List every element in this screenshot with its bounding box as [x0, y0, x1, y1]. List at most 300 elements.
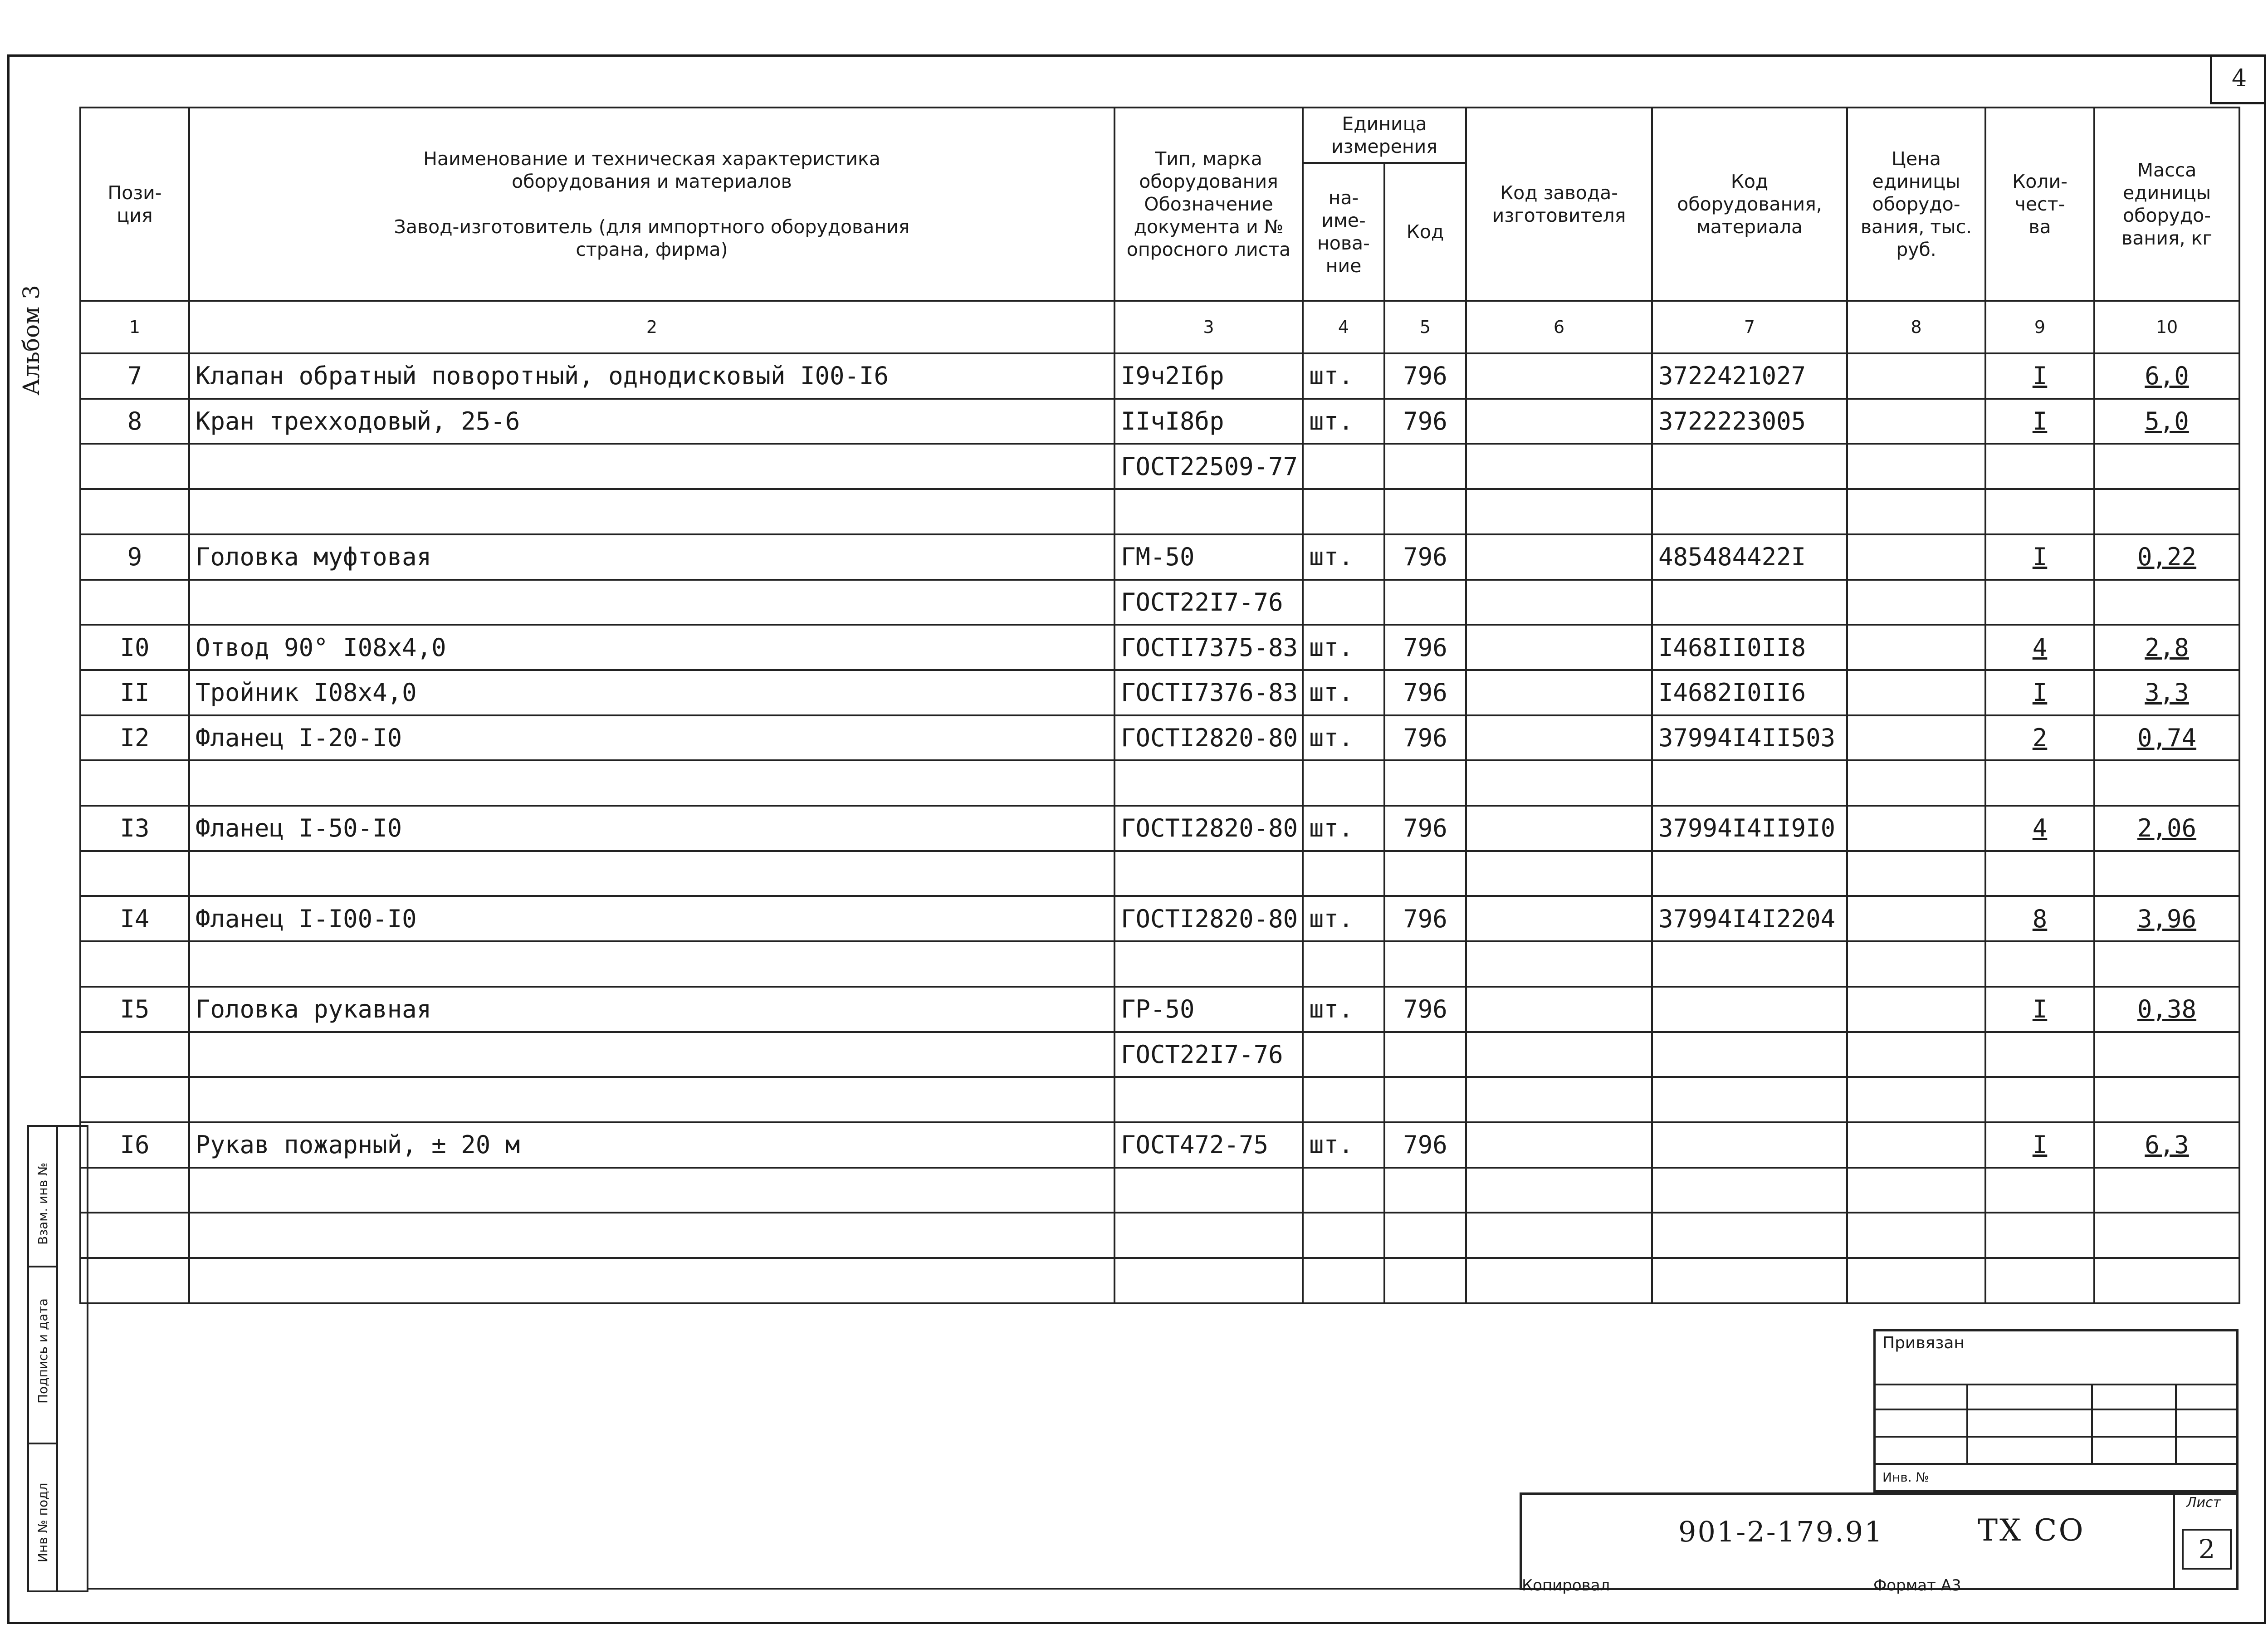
cell-unit-code: 796	[1384, 625, 1466, 670]
header-type: Тип, марка оборудования Обозначение документа и № опросного листа	[1114, 108, 1303, 301]
cell-mass-value: 0,74	[2137, 723, 2197, 752]
cell-unit	[1303, 941, 1384, 987]
cell-equipment-code: I468II0II8	[1652, 625, 1847, 670]
cell-name: Головка муфтовая	[189, 534, 1114, 580]
cell-type	[1114, 1077, 1303, 1122]
cell-quantity	[1985, 580, 2094, 625]
cell-type	[1114, 851, 1303, 896]
cell-price	[1847, 806, 1985, 851]
cell-price	[1847, 580, 1985, 625]
cell-quantity-value: 4	[2032, 814, 2048, 843]
cell-mass	[2094, 625, 2239, 670]
cell-unit-code	[1384, 760, 1466, 806]
cell-maker-code	[1466, 489, 1652, 534]
header-mass: Масса единицы оборудо-вания, кг	[2094, 108, 2239, 301]
cell-quantity-value: 8	[2032, 904, 2048, 933]
cell-maker-code	[1466, 1213, 1652, 1258]
cell-equipment-code: 3722421027	[1652, 353, 1847, 399]
table-row	[80, 760, 2239, 806]
cell-quantity	[1985, 1122, 2094, 1168]
sheet-number: 2	[2182, 1529, 2232, 1570]
cell-unit: шт.	[1303, 625, 1384, 670]
strip-label-replace: Взам. инв №	[35, 1162, 50, 1245]
cell-position: I3	[80, 806, 189, 851]
cell-maker-code	[1466, 534, 1652, 580]
col-number: 3	[1114, 301, 1303, 353]
cell-unit-code: 796	[1384, 1122, 1466, 1168]
cell-type: ГР-50	[1114, 987, 1303, 1032]
cell-equipment-code: 37994I4II503	[1652, 715, 1847, 761]
cell-mass	[2094, 534, 2239, 580]
cell-price	[1847, 1032, 1985, 1077]
cell-equipment-code: 485484422I	[1652, 534, 1847, 580]
cell-quantity-value: 4	[2032, 633, 2048, 662]
cell-price	[1847, 941, 1985, 987]
cell-name	[189, 444, 1114, 489]
cell-maker-code	[1466, 806, 1652, 851]
cell-unit-code: 796	[1384, 987, 1466, 1032]
privyazan-line	[1873, 1409, 2239, 1410]
cell-type: ГОСТI2820-80	[1114, 806, 1303, 851]
cell-equipment-code: 3722223005	[1652, 399, 1847, 444]
cell-unit-code: 796	[1384, 353, 1466, 399]
table-row	[80, 444, 2239, 489]
cell-type	[1114, 1213, 1303, 1258]
cell-maker-code	[1466, 896, 1652, 941]
cell-position: I2	[80, 715, 189, 761]
table-row	[80, 353, 2239, 399]
cell-name	[189, 1258, 1114, 1303]
cell-mass-value: 5,0	[2145, 407, 2189, 436]
cell-name: Клапан обратный поворотный, однодисковый I00-I6	[189, 353, 1114, 399]
privyazan-divider	[2091, 1384, 2093, 1463]
cell-name	[189, 489, 1114, 534]
col-number: 5	[1384, 301, 1466, 353]
specification-table	[79, 107, 2240, 1304]
privyazan-block	[1873, 1329, 2239, 1492]
cell-price	[1847, 353, 1985, 399]
cell-name	[189, 1213, 1114, 1258]
cell-name	[189, 760, 1114, 806]
cell-mass-value: 6,0	[2145, 362, 2189, 391]
col-number: 6	[1466, 301, 1652, 353]
cell-position	[80, 760, 189, 806]
cell-unit-code: 796	[1384, 399, 1466, 444]
cell-unit	[1303, 760, 1384, 806]
cell-unit	[1303, 444, 1384, 489]
cell-quantity-value: I	[2032, 543, 2048, 572]
cell-type: ГОСТ22I7-76	[1114, 1032, 1303, 1077]
cell-position	[80, 851, 189, 896]
cell-price	[1847, 444, 1985, 489]
cell-mass	[2094, 715, 2239, 761]
cell-type	[1114, 1168, 1303, 1213]
cell-position: I5	[80, 987, 189, 1032]
cell-unit: шт.	[1303, 353, 1384, 399]
cell-quantity	[1985, 987, 2094, 1032]
cell-price	[1847, 715, 1985, 761]
cell-unit: шт.	[1303, 399, 1384, 444]
cell-maker-code	[1466, 1122, 1652, 1168]
cell-price	[1847, 670, 1985, 715]
cell-quantity	[1985, 1168, 2094, 1213]
cell-price	[1847, 896, 1985, 941]
cell-price	[1847, 1213, 1985, 1258]
cell-quantity-value: 2	[2032, 723, 2048, 752]
header-name: Наименование и техническая характеристика оборудования и материалов Завод-изготовитель (для импортного оборудования страна, фирма)	[189, 108, 1114, 301]
cell-equipment-code	[1652, 489, 1847, 534]
cell-name	[189, 1168, 1114, 1213]
cell-quantity-value: I	[2032, 678, 2048, 707]
cell-quantity	[1985, 1213, 2094, 1258]
cell-type: ГОСТ22509-77	[1114, 444, 1303, 489]
cell-maker-code	[1466, 1077, 1652, 1122]
col-number: 1	[80, 301, 189, 353]
cell-quantity	[1985, 399, 2094, 444]
cell-unit	[1303, 1077, 1384, 1122]
strip-cell-inv	[29, 1444, 56, 1590]
table-row	[80, 670, 2239, 715]
cell-position: I4	[80, 896, 189, 941]
table-row	[80, 1032, 2239, 1077]
cell-price	[1847, 1122, 1985, 1168]
col-number: 2	[189, 301, 1114, 353]
cell-position	[80, 580, 189, 625]
page-number: 4	[2210, 54, 2266, 104]
cell-position: 7	[80, 353, 189, 399]
cell-position: I6	[80, 1122, 189, 1168]
strip-divider	[56, 1127, 58, 1590]
cell-unit: шт.	[1303, 896, 1384, 941]
cell-unit: шт.	[1303, 806, 1384, 851]
cell-mass-value: 3,3	[2145, 678, 2189, 707]
cell-quantity	[1985, 896, 2094, 941]
cell-type: ГОСТ472-75	[1114, 1122, 1303, 1168]
document-code: 901-2-179.91	[1678, 1515, 1884, 1548]
cell-maker-code	[1466, 715, 1652, 761]
cell-quantity	[1985, 353, 2094, 399]
cell-mass-value: 0,38	[2137, 995, 2197, 1024]
cell-quantity-value: I	[2032, 1130, 2048, 1160]
cell-quantity	[1985, 625, 2094, 670]
strip-cell-replace	[29, 1127, 56, 1267]
cell-position: I0	[80, 625, 189, 670]
cell-unit-code: 796	[1384, 670, 1466, 715]
col-number: 4	[1303, 301, 1384, 353]
col-number: 9	[1985, 301, 2094, 353]
cell-unit: шт.	[1303, 1122, 1384, 1168]
cell-maker-code	[1466, 353, 1652, 399]
cell-equipment-code	[1652, 1077, 1847, 1122]
cell-equipment-code	[1652, 1032, 1847, 1077]
table-row	[80, 987, 2239, 1032]
cell-mass	[2094, 444, 2239, 489]
privyazan-divider	[2175, 1384, 2177, 1463]
cell-mass	[2094, 987, 2239, 1032]
cell-unit-code	[1384, 489, 1466, 534]
cell-quantity	[1985, 1258, 2094, 1303]
cell-type: ГОСТI7376-83	[1114, 670, 1303, 715]
cell-type: ГОСТI2820-80	[1114, 715, 1303, 761]
cell-maker-code	[1466, 851, 1652, 896]
cell-equipment-code: 37994I4I2204	[1652, 896, 1847, 941]
cell-mass	[2094, 941, 2239, 987]
cell-equipment-code	[1652, 1213, 1847, 1258]
cell-price	[1847, 1077, 1985, 1122]
cell-equipment-code	[1652, 851, 1847, 896]
cell-unit	[1303, 580, 1384, 625]
cell-unit-code	[1384, 444, 1466, 489]
cell-equipment-code: 37994I4II9I0	[1652, 806, 1847, 851]
cell-maker-code	[1466, 399, 1652, 444]
cell-equipment-code	[1652, 1258, 1847, 1303]
cell-position: 9	[80, 534, 189, 580]
cell-type: IIчI8бр	[1114, 399, 1303, 444]
cell-unit-code	[1384, 1077, 1466, 1122]
cell-position	[80, 1168, 189, 1213]
cell-position	[80, 941, 189, 987]
cell-unit-code	[1384, 580, 1466, 625]
cell-unit-code: 796	[1384, 896, 1466, 941]
table-row	[80, 1213, 2239, 1258]
table-row	[80, 806, 2239, 851]
cell-mass	[2094, 760, 2239, 806]
cell-maker-code	[1466, 1258, 1652, 1303]
strip-label-inv: Инв № подл	[35, 1482, 50, 1562]
cell-price	[1847, 1168, 1985, 1213]
cell-quantity	[1985, 444, 2094, 489]
column-number-row	[80, 301, 2239, 353]
cell-mass	[2094, 1122, 2239, 1168]
cell-unit: шт.	[1303, 670, 1384, 715]
cell-unit-code: 796	[1384, 715, 1466, 761]
cell-unit	[1303, 1213, 1384, 1258]
header-maker-code: Код завода- изготовителя	[1466, 108, 1652, 301]
cell-unit-code	[1384, 851, 1466, 896]
cell-quantity	[1985, 760, 2094, 806]
cell-mass-value: 2,06	[2137, 814, 2197, 843]
strip-cell-sign	[29, 1267, 56, 1444]
sheet-label: Лист	[2186, 1495, 2221, 1511]
cell-unit	[1303, 1168, 1384, 1213]
cell-unit-code: 796	[1384, 534, 1466, 580]
table-row	[80, 851, 2239, 896]
cell-unit	[1303, 851, 1384, 896]
cell-equipment-code	[1652, 987, 1847, 1032]
cell-mass	[2094, 489, 2239, 534]
table-row	[80, 399, 2239, 444]
cell-maker-code	[1466, 987, 1652, 1032]
cell-mass-value: 0,22	[2137, 543, 2197, 572]
cell-maker-code	[1466, 1032, 1652, 1077]
cell-quantity	[1985, 1032, 2094, 1077]
cell-quantity	[1985, 1077, 2094, 1122]
table-row	[80, 1168, 2239, 1213]
cell-maker-code	[1466, 670, 1652, 715]
cell-quantity	[1985, 941, 2094, 987]
cell-equipment-code	[1652, 444, 1847, 489]
cell-mass	[2094, 580, 2239, 625]
cell-unit	[1303, 1258, 1384, 1303]
cell-type: ГОСТ22I7-76	[1114, 580, 1303, 625]
cell-name: Головка рукавная	[189, 987, 1114, 1032]
cell-unit-code	[1384, 1032, 1466, 1077]
cell-name: Фланец I-50-I0	[189, 806, 1114, 851]
cell-price	[1847, 851, 1985, 896]
cell-equipment-code: I4682I0II6	[1652, 670, 1847, 715]
header-row	[80, 108, 2239, 163]
cell-equipment-code	[1652, 580, 1847, 625]
privyazan-line	[1873, 1463, 2239, 1465]
cell-quantity	[1985, 715, 2094, 761]
footer-format: Формат А3	[1873, 1576, 1961, 1595]
cell-maker-code	[1466, 625, 1652, 670]
cell-position	[80, 444, 189, 489]
cell-unit: шт.	[1303, 987, 1384, 1032]
table-row	[80, 896, 2239, 941]
cell-unit: шт.	[1303, 715, 1384, 761]
cell-name: Фланец I-I00-I0	[189, 896, 1114, 941]
privyazan-divider	[1966, 1384, 1968, 1463]
cell-unit-code	[1384, 1168, 1466, 1213]
cell-position	[80, 489, 189, 534]
cell-name: Рукав пожарный, ± 20 м	[189, 1122, 1114, 1168]
cell-quantity	[1985, 806, 2094, 851]
bottom-rule	[88, 1588, 1520, 1590]
cell-name: Фланец I-20-I0	[189, 715, 1114, 761]
inv-no-label: Инв. №	[1882, 1470, 1929, 1485]
cell-mass	[2094, 806, 2239, 851]
cell-mass	[2094, 1168, 2239, 1213]
cell-type: ГОСТI2820-80	[1114, 896, 1303, 941]
privyazan-line	[1873, 1436, 2239, 1438]
cell-maker-code	[1466, 760, 1652, 806]
col-number: 10	[2094, 301, 2239, 353]
cell-type	[1114, 1258, 1303, 1303]
cell-maker-code	[1466, 941, 1652, 987]
cell-mass	[2094, 1032, 2239, 1077]
table-row	[80, 625, 2239, 670]
cell-price	[1847, 760, 1985, 806]
cell-position	[80, 1213, 189, 1258]
cell-mass-value: 3,96	[2137, 904, 2197, 933]
header-equip-code: Код оборудования, материала	[1652, 108, 1847, 301]
cell-name	[189, 941, 1114, 987]
cell-maker-code	[1466, 1168, 1652, 1213]
header-pos: Пози- ция	[80, 108, 189, 301]
cell-equipment-code	[1652, 1168, 1847, 1213]
cell-position	[80, 1077, 189, 1122]
cell-unit-code	[1384, 941, 1466, 987]
header-unit-code: Код	[1384, 163, 1466, 301]
cell-type	[1114, 760, 1303, 806]
table-row	[80, 1077, 2239, 1122]
cell-unit-code: 796	[1384, 806, 1466, 851]
album-label: Альбом 3	[18, 285, 44, 396]
cell-price	[1847, 534, 1985, 580]
cell-mass	[2094, 851, 2239, 896]
cell-quantity-value: I	[2032, 995, 2048, 1024]
cell-quantity-value: I	[2032, 362, 2048, 391]
cell-name	[189, 580, 1114, 625]
cell-quantity	[1985, 851, 2094, 896]
cell-name: Кран трехходовый, 25-6	[189, 399, 1114, 444]
col-number: 7	[1652, 301, 1847, 353]
header-price: Цена единицы оборудо-вания, тыс. руб.	[1847, 108, 1985, 301]
table-row	[80, 715, 2239, 761]
cell-name	[189, 851, 1114, 896]
strip-label-sign: Подпись и дата	[35, 1298, 50, 1404]
header-qty: Коли- чест- ва	[1985, 108, 2094, 301]
cell-mass	[2094, 1077, 2239, 1122]
cell-type: I9ч2Iбр	[1114, 353, 1303, 399]
cell-quantity-value: I	[2032, 407, 2048, 436]
cell-position	[80, 1032, 189, 1077]
cell-equipment-code	[1652, 1122, 1847, 1168]
cell-price	[1847, 987, 1985, 1032]
privyazan-line	[1873, 1384, 2239, 1385]
cell-price	[1847, 489, 1985, 534]
table-row	[80, 1258, 2239, 1303]
cell-unit-code	[1384, 1213, 1466, 1258]
privyazan-label: Привязан	[1882, 1334, 1965, 1352]
cell-mass	[2094, 399, 2239, 444]
cell-name: Отвод 90° I08x4,0	[189, 625, 1114, 670]
table-row	[80, 941, 2239, 987]
col-number: 8	[1847, 301, 1985, 353]
cell-unit	[1303, 1032, 1384, 1077]
cell-type: ГМ-50	[1114, 534, 1303, 580]
cell-mass	[2094, 353, 2239, 399]
table-row	[80, 489, 2239, 534]
cell-position: II	[80, 670, 189, 715]
cell-price	[1847, 399, 1985, 444]
table-row	[80, 580, 2239, 625]
cell-mass	[2094, 896, 2239, 941]
cell-unit: шт.	[1303, 534, 1384, 580]
cell-maker-code	[1466, 444, 1652, 489]
cell-quantity	[1985, 534, 2094, 580]
cell-price	[1847, 1258, 1985, 1303]
cell-quantity	[1985, 489, 2094, 534]
cell-name: Тройник I08x4,0	[189, 670, 1114, 715]
left-stamp-strip	[27, 1125, 88, 1592]
table-row	[80, 1122, 2239, 1168]
cell-position: 8	[80, 399, 189, 444]
cell-name	[189, 1032, 1114, 1077]
cell-quantity	[1985, 670, 2094, 715]
cell-type	[1114, 489, 1303, 534]
cell-equipment-code	[1652, 941, 1847, 987]
header-unit-name: на- име- нова- ние	[1303, 163, 1384, 301]
cell-unit-code	[1384, 1258, 1466, 1303]
cell-mass-value: 2,8	[2145, 633, 2189, 662]
cell-equipment-code	[1652, 760, 1847, 806]
cell-type	[1114, 941, 1303, 987]
header-unit-group: Единица измерения	[1303, 108, 1466, 163]
cell-mass	[2094, 670, 2239, 715]
cell-mass-value: 6,3	[2145, 1130, 2189, 1160]
cell-price	[1847, 625, 1985, 670]
cell-mass	[2094, 1258, 2239, 1303]
cell-name	[189, 1077, 1114, 1122]
cell-position	[80, 1258, 189, 1303]
document-mark: ТХ СО	[1978, 1513, 2085, 1548]
footer-copied: Копировал	[1522, 1576, 1610, 1595]
cell-mass	[2094, 1213, 2239, 1258]
cell-type: ГОСТI7375-83	[1114, 625, 1303, 670]
cell-unit	[1303, 489, 1384, 534]
